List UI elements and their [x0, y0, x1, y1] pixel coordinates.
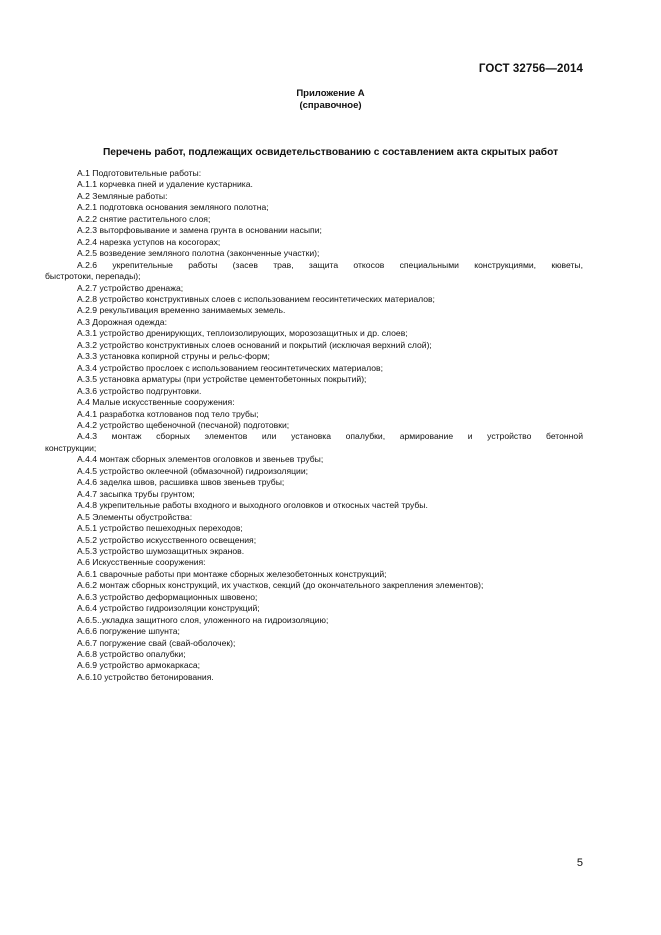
list-item: А.2.9 рекультивация временно занимаемых земель. [77, 305, 286, 316]
work-list [45, 168, 583, 683]
list-item: А.3.5 установка арматуры (при устройстве цементобетонных покрытий); [77, 374, 367, 385]
list-item: А.6.5..укладка защитного слоя, уложенного на гидроизоляцию; [77, 614, 329, 625]
list-item: А.5.2 устройство искусственного освещения; [77, 534, 257, 545]
list-item: А.4.2 устройство щебеночной (песчаной) подготовки; [77, 419, 290, 430]
list-item: А.6.6 погружение шпунта; [77, 626, 180, 637]
page-number: 5 [576, 857, 583, 869]
list-item: А.6.8 устройство опалубки; [77, 649, 186, 660]
list-item: А.4.3 монтаж сборных элементов или установка опалубки, армирование и устройство бетонной [77, 431, 583, 442]
list-item: А.3.4 устройство прослоек с использованием геосинтетических материалов; [77, 362, 383, 373]
list-item: А.1.1 корчевка пней и удаление кустарника. [77, 179, 253, 190]
annex-heading [0, 88, 661, 112]
list-item: А.3 Дорожная одежда: [77, 316, 167, 327]
list-item: А.5.1 устройство пешеходных переходов; [77, 523, 243, 534]
list-item: А.3.6 устройство подгрунтовки. [77, 385, 202, 396]
list-item: А.2.7 устройство дренажа; [77, 282, 184, 293]
list-item: А.6.2 монтаж сборных конструкций, их участков, секций (до окончательного закрепления элементов); [77, 580, 484, 591]
list-item: А.2.4 нарезка уступов на косогорах; [77, 236, 221, 247]
list-item: А.2.5 возведение земляного полотна (законченные участки); [77, 248, 320, 259]
list-item: А.4 Малые искусственные сооружения: [77, 397, 235, 408]
annex-subtitle: (справочное) [299, 100, 362, 111]
list-item: А.3.1 устройство дренирующих, теплоизолирующих, морозозащитных и др. слоев; [77, 328, 408, 339]
list-item: А.2.6 укрепительные работы (засев трав, защита откосов специальными конструкциями, кюветы, [77, 259, 583, 270]
list-item: А.6.7 погружение свай (свай-оболочек); [77, 637, 236, 648]
list-item: А.4.5 устройство оклеечной (обмазочной) гидроизоляции; [77, 465, 309, 476]
list-item: А.4.8 укрепительные работы входного и выходного оголовков и откосных частей трубы. [77, 500, 428, 511]
list-item: А.5 Элементы обустройства: [77, 511, 193, 522]
list-item: А.6.1 сварочные работы при монтаже сборных железобетонных конструкций; [77, 568, 387, 579]
list-item: А.6 Искусственные сооружения: [77, 557, 206, 568]
list-item: А.4.7 засыпка трубы грунтом; [77, 488, 195, 499]
list-item: А.4.4 монтаж сборных элементов оголовков и звеньев трубы; [77, 454, 324, 465]
list-item: конструкции; [45, 442, 97, 453]
list-item: А.6.10 устройство бетонирования. [77, 671, 214, 682]
annex-title: Приложение А [296, 88, 365, 99]
list-item: А.1 Подготовительные работы: [77, 168, 202, 178]
standard-code: ГОСТ 32756—2014 [478, 63, 583, 75]
list-item: А.6.4 устройство гидроизоляции конструкций; [77, 603, 260, 614]
list-item: А.2.1 подготовка основания земляного полотна; [77, 202, 269, 213]
list-item: А.4.1 разработка котлованов под тело трубы; [77, 408, 259, 419]
list-item: А.2.2 снятие растительного слоя; [77, 213, 211, 224]
list-item: А.2.8 устройство конструктивных слоев с использованием геосинтетических материалов; [77, 293, 435, 304]
list-item: А.2 Земляные работы: [77, 190, 168, 201]
list-item: А.5.3 устройство шумозащитных экранов. [77, 545, 245, 556]
list-item: А.3.2 устройство конструктивных слоев оснований и покрытий (исключая верхний слой); [77, 339, 432, 350]
list-item: быстротоки, перепады); [45, 271, 141, 282]
list-item: А.6.3 устройство деформационных швовено; [77, 591, 258, 602]
list-item: А.2.3 выторфовывание и замена грунта в основании насыпи; [77, 225, 322, 236]
list-item: А.4.6 заделка швов, расшивка швов звеньев трубы; [77, 477, 285, 488]
list-item: А.3.3 установка копирной струны и рельс-форм; [77, 351, 270, 362]
list-item: А.6.9 устройство армокаркаса; [77, 660, 201, 671]
document-title: Перечень работ, подлежащих освидетельствованию с составлением акта скрытых работ [102, 147, 559, 158]
